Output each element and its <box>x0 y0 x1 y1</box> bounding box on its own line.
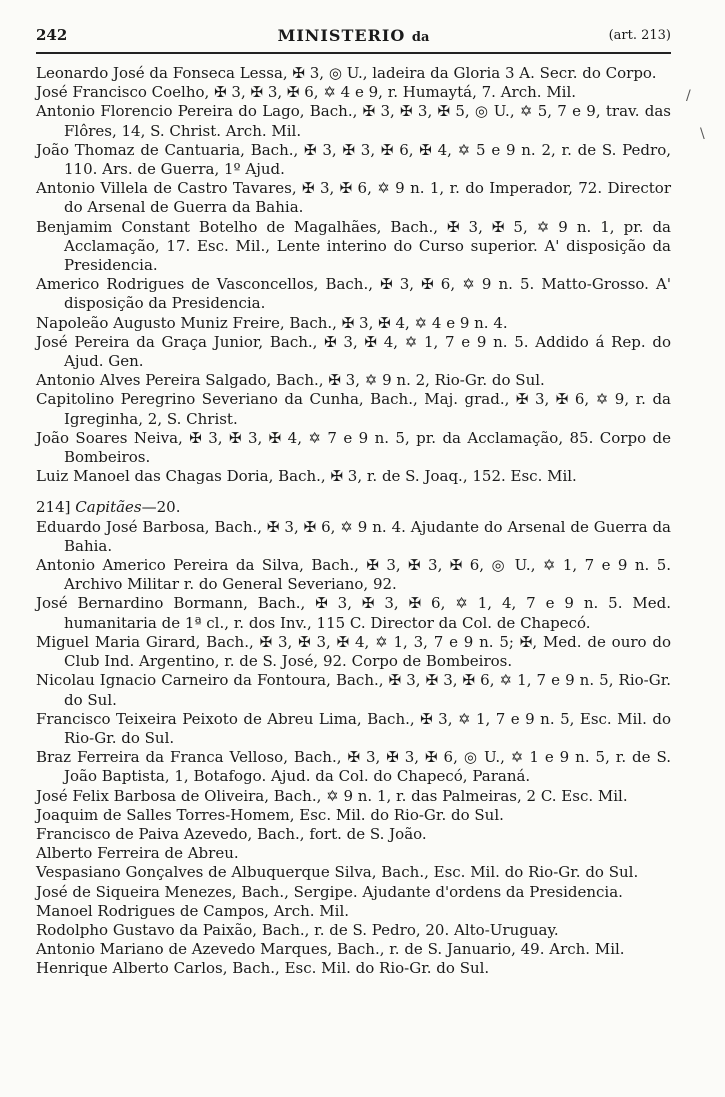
officer-entry: Americo Rodrigues de Vasconcellos, Bach., ✠ 3, ✠ 6, ✡ 9 n. 5. Matto-Grosso. A' disposição da Presidencia. <box>36 275 671 313</box>
officer-list-top <box>36 64 671 486</box>
section-count: —20. <box>141 498 181 517</box>
officer-list-capitaes <box>36 518 671 979</box>
officer-entry: Antonio Americo Pereira da Silva, Bach., ✠ 3, ✠ 3, ✠ 6, ◎ U., ✡ 1, 7 e 9 n. 5. Archivo Militar r. do General Severiano, 92. <box>36 556 671 594</box>
officer-entry: Henrique Alberto Carlos, Bach., Esc. Mil. do Rio-Gr. do Sul. <box>36 959 490 978</box>
officer-entry: Vespasiano Gonçalves de Albuquerque Silva, Bach., Esc. Mil. do Rio-Gr. do Sul. <box>36 863 639 882</box>
officer-entry: Miguel Maria Girard, Bach., ✠ 3, ✠ 3, ✠ 4, ✡ 1, 3, 7 e 9 n. 5; ✠, Med. de ouro do Club Ind. Argentino, r. de S. José, 92. Corpo de Bombeiros. <box>36 632 671 671</box>
margin-mark: / <box>686 88 691 104</box>
officer-entry: Francisco Teixeira Peixoto de Abreu Lima, Bach., ✠ 3, ✡ 1, 7 e 9 n. 5, Esc. Mil. do Rio-Gr. do Sul. <box>36 709 671 747</box>
margin-mark: \ <box>700 126 705 142</box>
officer-entry: Capitolino Peregrino Severiano da Cunha, Bach., Maj. grad., ✠ 3, ✠ 6, ✡ 9, r. da Igreginha, 2, S. Christ. <box>36 390 671 428</box>
officer-entry: Antonio Mariano de Azevedo Marques, Bach., r. de S. Januario, 49. Arch. Mil. <box>36 940 625 959</box>
officer-entry: Rodolpho Gustavo da Paixão, Bach., r. de S. Pedro, 20. Alto-Uruguay. <box>36 920 559 939</box>
officer-entry: José Felix Barbosa de Oliveira, Bach., ✡ 9 n. 1, r. das Palmeiras, 2 C. Esc. Mil. <box>36 786 628 805</box>
officer-entry: Braz Ferreira da Franca Velloso, Bach., ✠ 3, ✠ 3, ✠ 6, ◎ U., ✡ 1 e 9 n. 5, r. de S. João Baptista, 1, Botafogo. Ajud. da Col. do Chapecó, Paraná. <box>36 748 671 786</box>
officer-entry: Antonio Alves Pereira Salgado, Bach., ✠ 3, ✡ 9 n. 2, Rio-Gr. do Sul. <box>36 371 545 390</box>
officer-entry: Napoleão Augusto Muniz Freire, Bach., ✠ 3, ✠ 4, ✡ 4 e 9 n. 4. <box>36 313 508 332</box>
section-number: 214] <box>36 498 71 517</box>
running-title-caps: MINISTERIO <box>277 26 406 45</box>
officer-entry: José Pereira da Graça Junior, Bach., ✠ 3, ✠ 4, ✡ 1, 7 e 9 n. 5. Addido á Rep. do Ajud. Gen. <box>36 332 671 371</box>
officer-entry: Eduardo José Barbosa, Bach., ✠ 3, ✠ 6, ✡ 9 n. 4. Ajudante do Arsenal de Guerra da Bahia. <box>36 517 671 555</box>
page-header <box>36 26 671 54</box>
section-heading <box>36 498 671 517</box>
running-title-lower: da <box>411 30 430 45</box>
officer-entry: Luiz Manoel das Chagas Doria, Bach., ✠ 3, r. de S. Joaq., 152. Esc. Mil. <box>36 467 577 486</box>
officer-entry: Joaquim de Salles Torres-Homem, Esc. Mil. do Rio-Gr. do Sul. <box>36 805 504 824</box>
officer-entry: Alberto Ferreira de Abreu. <box>36 844 239 863</box>
officer-entry: José Bernardino Bormann, Bach., ✠ 3, ✠ 3, ✠ 6, ✡ 1, 4, 7 e 9 n. 5. Med. humanitaria de 1ª cl., r. dos Inv., 115 C. Director da Col. de Chapecó. <box>36 594 671 632</box>
page-body <box>36 64 671 979</box>
section-title: Capitães <box>75 498 142 517</box>
officer-entry: João Soares Neiva, ✠ 3, ✠ 3, ✠ 4, ✡ 7 e 9 n. 5, pr. da Acclamação, 85. Corpo de Bombeiros. <box>36 428 671 467</box>
running-title <box>36 26 671 45</box>
officer-entry: Antonio Florencio Pereira do Lago, Bach., ✠ 3, ✠ 3, ✠ 5, ◎ U., ✡ 5, 7 e 9, trav. das Flôres, 14, S. Christ. Arch. Mil. <box>36 102 671 140</box>
officer-entry: Antonio Villela de Castro Tavares, ✠ 3, ✠ 6, ✡ 9 n. 1, r. do Imperador, 72. Director do Arsenal de Guerra da Bahia. <box>36 179 671 217</box>
officer-entry: Leonardo José da Fonseca Lessa, ✠ 3, ◎ U., ladeira da Gloria 3 A. Secr. do Corpo. <box>36 64 657 82</box>
officer-entry: Benjamim Constant Botelho de Magalhães, Bach., ✠ 3, ✠ 5, ✡ 9 n. 1, pr. da Acclamação, 17. Esc. Mil., Lente interino do Curso superior. A' disposição da Presidencia. <box>36 217 671 275</box>
officer-entry: José Francisco Coelho, ✠ 3, ✠ 3, ✠ 6, ✡ 4 e 9, r. Humaytá, 7. Arch. Mil. <box>36 83 577 102</box>
officer-entry: Francisco de Paiva Azevedo, Bach., fort. de S. João. <box>36 824 427 843</box>
officer-entry: José de Siqueira Menezes, Bach., Sergipe. Ajudante d'ordens da Presidencia. <box>36 882 623 901</box>
page-number: 242 <box>36 26 68 44</box>
officer-entry: Nicolau Ignacio Carneiro da Fontoura, Bach., ✠ 3, ✠ 3, ✠ 6, ✡ 1, 7 e 9 n. 5, Rio-Gr. do Sul. <box>36 671 671 709</box>
officer-entry: Manoel Rodrigues de Campos, Arch. Mil. <box>36 901 350 920</box>
article-reference: (art. 213) <box>608 28 671 43</box>
officer-entry: João Thomaz de Cantuaria, Bach., ✠ 3, ✠ 3, ✠ 6, ✠ 4, ✡ 5 e 9 n. 2, r. de S. Pedro, 110. Ars. de Guerra, 1º Ajud. <box>36 140 671 179</box>
